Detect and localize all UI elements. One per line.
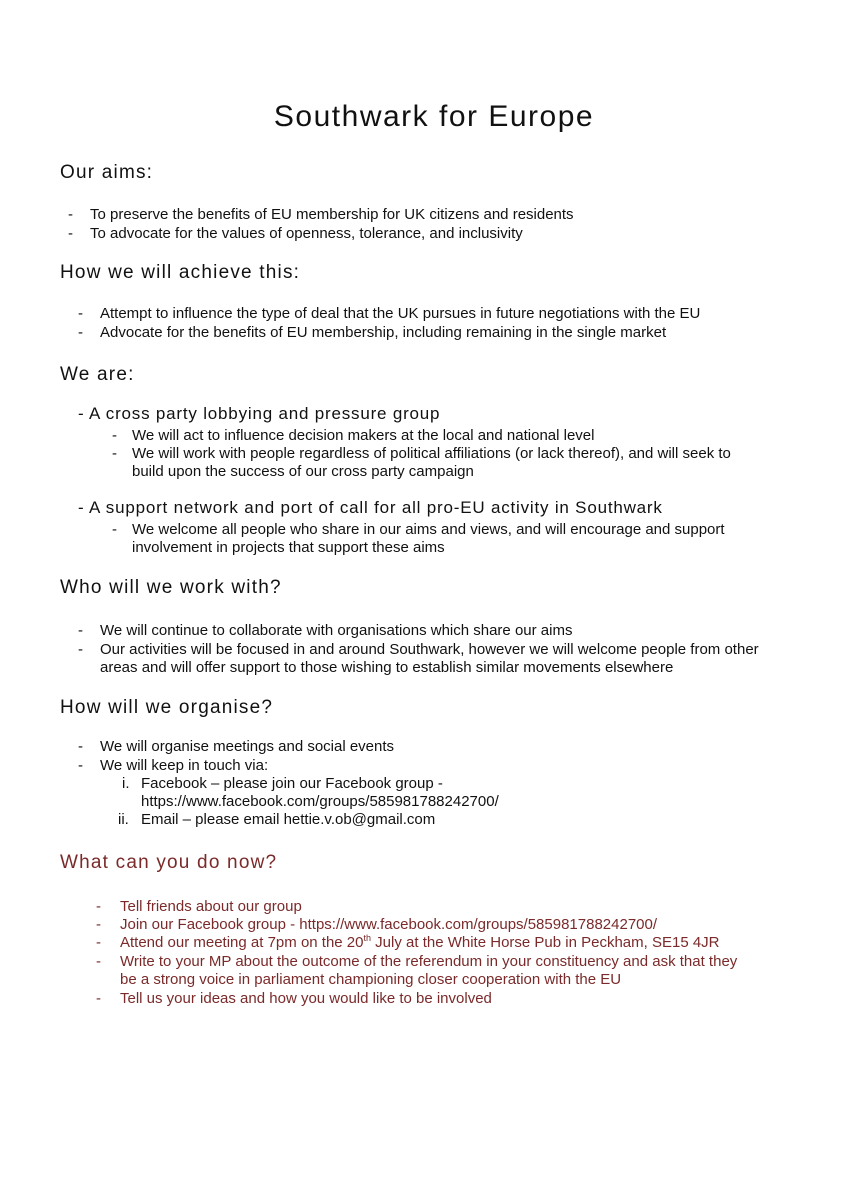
aims-heading: Our aims: (60, 162, 154, 183)
achieve-heading: How we will achieve this: (60, 262, 301, 283)
support-network-item-1: - We welcome all people who share in our aims and views, and will encourage and support (112, 521, 725, 538)
aims-item-2: - To advocate for the values of openness, tolerance, and inclusivity (68, 225, 523, 242)
aims-item-1: - To preserve the benefits of EU membership for UK citizens and residents (68, 206, 574, 223)
organise-sub-1-cont: https://www.facebook.com/groups/585981788242700/ (141, 793, 499, 810)
organise-item-2: - We will keep in touch via: (78, 757, 269, 774)
do-now-item-2: - Join our Facebook group - https://www.facebook.com/groups/585981788242700/ (96, 916, 658, 933)
work-with-item-1: - We will continue to collaborate with organisations which share our aims (78, 622, 573, 639)
cross-party-item-2-cont: build upon the success of our cross party campaign (132, 463, 474, 480)
do-now-item-1: - Tell friends about our group (96, 898, 302, 915)
cross-party-item-2: - We will work with people regardless of political affiliations (or lack thereof), and will seek to (112, 445, 731, 462)
achieve-item-2: - Advocate for the benefits of EU membership, including remaining in the single market (78, 324, 667, 341)
support-network-item-1-cont: involvement in projects that support these aims (132, 539, 445, 556)
achieve-item-1: - Attempt to influence the type of deal that the UK pursues in future negotiations with the EU (78, 305, 701, 322)
organise-item-1: - We will organise meetings and social events (78, 738, 395, 755)
cross-party-item-1: - We will act to influence decision makers at the local and national level (112, 427, 595, 444)
organise-sub-2: ii. Email – please email hettie.v.ob@gmail.com (118, 811, 436, 828)
we-are-heading: We are: (60, 364, 135, 385)
work-with-item-2: - Our activities will be focused in and around Southwark, however we will welcome people from other (78, 641, 759, 658)
do-now-heading: What can you do now? (60, 852, 278, 873)
organise-sub-1: i. Facebook – please join our Facebook group - (122, 775, 443, 792)
do-now-item-4: - Write to your MP about the outcome of the referendum in your constituency and ask that they (96, 953, 738, 970)
do-now-item-3: - Attend our meeting at 7pm on the 20th July at the White Horse Pub in Peckham, SE15 4JR (96, 933, 720, 951)
do-now-item-4-cont: be a strong voice in parliament championing closer cooperation with the EU (120, 971, 622, 988)
organise-heading: How will we organise? (60, 697, 274, 718)
cross-party-subheading: - A cross party lobbying and pressure group (78, 404, 441, 423)
work-with-heading: Who will we work with? (60, 577, 282, 598)
document-title: Southwark for Europe (273, 100, 595, 133)
work-with-item-2-cont: areas and will offer support to those wishing to establish similar movements elsewhere (100, 659, 674, 676)
do-now-item-5: - Tell us your ideas and how you would like to be involved (96, 990, 492, 1007)
support-network-subheading: - A support network and port of call for all pro-EU activity in Southwark (78, 498, 663, 517)
